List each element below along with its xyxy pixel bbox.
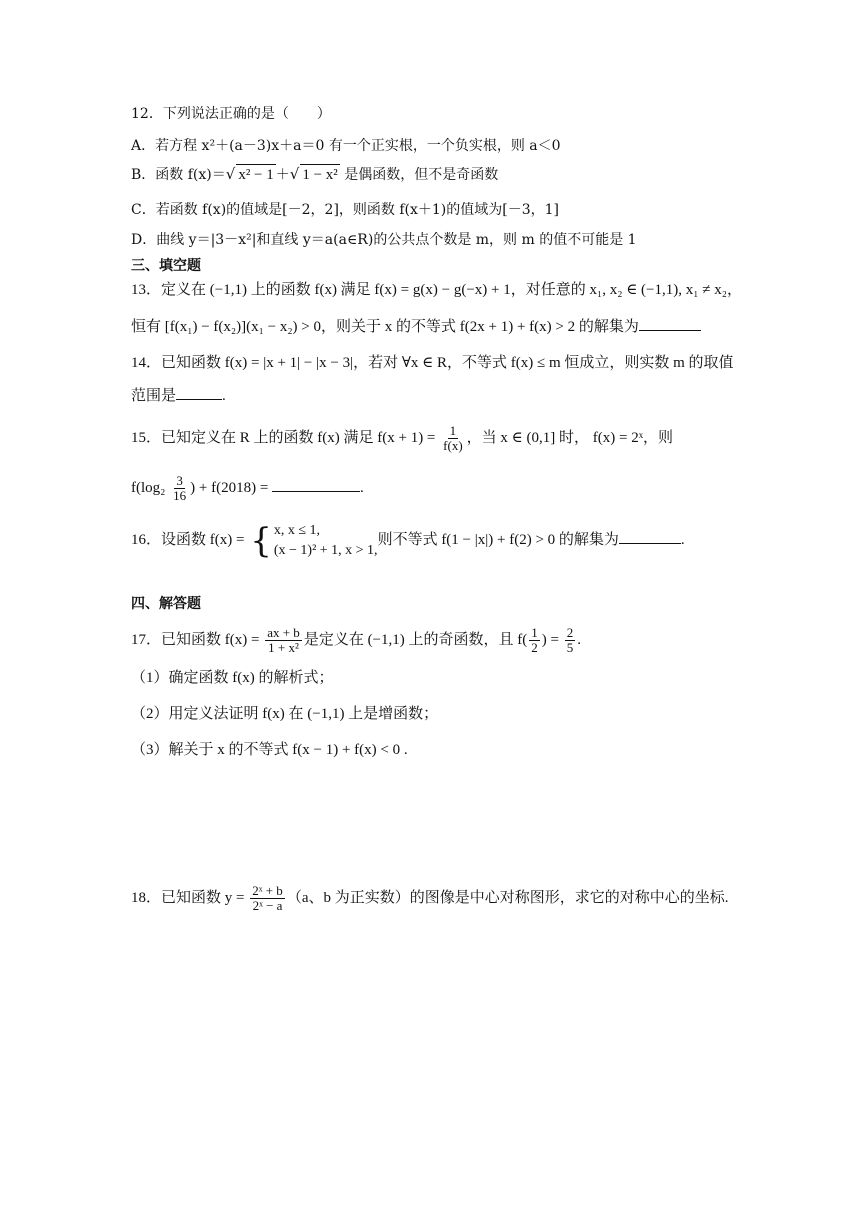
q14-answer-blank (176, 385, 222, 400)
q15-prefix: 15．已知定义在 R 上的函数 f(x) 满足 f(x + 1) = (131, 429, 440, 446)
q17-half (529, 626, 540, 655)
q17-mid: 是定义在 (−1,1) 上的奇函数，且 f( (303, 632, 528, 648)
q17-half-den: 2 (531, 640, 538, 656)
q12-option-a: A．若方程 x²＋(a－3)x＋a＝0 有一个正实根，一个负实根，则 a＜0 (131, 138, 561, 154)
q15-suffix: ，当 x ∈ (0,1] 时， f(x) = 2ˣ，则 (466, 429, 674, 446)
q17-value-num: 2 (566, 625, 574, 641)
q16-piecewise (248, 521, 377, 561)
q17-stem (131, 620, 581, 660)
q17-eq: ) = (541, 632, 563, 648)
q15-line2-suffix: ) + f(2018) = (190, 479, 273, 496)
q12-option-d: D．曲线 y＝|3－x²|和直线 y＝a(a∈R)的公共点个数是 m，则 m 的值不可能是 1 (131, 232, 637, 248)
q12-b-radicand-1: x² − 1 (236, 164, 275, 185)
section-fill-in-heading: 三、填空题 (131, 258, 201, 274)
q18-fraction (250, 884, 285, 913)
q15-log-num: 3 (176, 473, 183, 488)
q15-frac-num: 1 (449, 423, 457, 438)
q14-line2 (131, 385, 226, 406)
q12-stem: 12．下列说法正确的是（ ） (131, 106, 331, 122)
q13-line2-text: 恒有 [f(x₁) − f(x₂)](x₁ − x₂) > 0，则关于 x 的不等式 f(2x + 1) + f(x) > 2 的解集为 (131, 319, 639, 335)
q18-prefix: 18．已知函数 y = (131, 890, 249, 906)
q15-log-den: 16 (173, 488, 187, 503)
q16-cases (274, 521, 378, 561)
q15-line2-prefix: f(log₂ (131, 479, 170, 496)
sqrt-sign-1: √ (225, 165, 236, 183)
q13-line2 (131, 316, 701, 337)
q16-period: . (680, 532, 685, 548)
q16-line (131, 520, 685, 561)
q18-suffix: （a、b 为正实数）的图像是中心对称图形，求它的对称中心的坐标. (286, 890, 729, 906)
q14-line2-text: 范围是 (131, 388, 177, 404)
q18-frac-den: 2ˣ − a (252, 898, 283, 914)
q18-stem (131, 878, 728, 918)
q17-part-3: （3）解关于 x 的不等式 f(x − 1) + f(x) < 0 . (131, 742, 408, 758)
q16-answer-blank (619, 529, 681, 544)
q13-answer-blank (639, 316, 701, 331)
q17-frac-num: ax + b (267, 625, 300, 641)
q17-value (565, 626, 576, 655)
q17-part-2: （2）用定义法证明 f(x) 在 (−1,1) 上是增函数； (131, 706, 439, 722)
q17-half-num: 1 (531, 625, 538, 641)
q15-log-fraction (171, 474, 188, 503)
q15-line1 (131, 424, 673, 453)
q13-line1: 13．定义在 (−1,1) 上的函数 f(x) 满足 f(x) = g(x) − g(−x) + 1，对任意的 x₁, x₂ ∈ (−1,1), x₁ ≠ x₂， (131, 282, 742, 298)
q12-b-prefix: B．函数 f(x)＝ (131, 167, 226, 183)
q17-part-1: （1）确定函数 f(x) 的解析式； (131, 670, 334, 686)
q16-case-2: (x − 1)² + 1, x > 1, (273, 542, 378, 558)
q15-frac-den: f(x) (443, 438, 463, 453)
q12-option-c: C．若函数 f(x)的值域是[－2，2]，则函数 f(x＋1)的值域为[－3，1] (131, 202, 559, 218)
q16-case-1: x, x ≤ 1, (273, 522, 321, 538)
q12-b-radicand-2: 1 − x² (300, 164, 339, 185)
q17-fraction (265, 626, 302, 655)
q15-fraction (441, 424, 465, 453)
q12-option-b (131, 164, 498, 185)
q15-period: . (360, 479, 364, 496)
q12-b-plus: ＋ (275, 167, 290, 183)
section-answer-heading: 四、解答题 (131, 596, 201, 612)
q14-period: . (222, 388, 226, 404)
q14-line1: 14．已知函数 f(x) = |x + 1| − |x − 3|，若对 ∀x ∈ R，不等式 f(x) ≤ m 恒成立，则实数 m 的取值 (131, 355, 734, 371)
q17-frac-den: 1 + x² (268, 640, 299, 656)
q18-frac-num: 2ˣ + b (252, 883, 283, 899)
q17-period: . (577, 632, 581, 648)
sqrt-sign-2: √ (289, 165, 300, 183)
q17-value-den: 5 (566, 640, 574, 656)
q15-answer-blank (272, 477, 360, 492)
q16-prefix: 16．设函数 f(x) = (131, 532, 249, 548)
q17-prefix: 17．已知函数 f(x) = (131, 632, 264, 648)
q12-b-suffix: 是偶函数，但不是奇函数 (339, 167, 499, 183)
q16-brace: { (250, 520, 272, 561)
q16-suffix: 则不等式 f(1 − |x|) + f(2) > 0 的解集为 (377, 532, 619, 548)
q15-line2 (131, 474, 364, 503)
